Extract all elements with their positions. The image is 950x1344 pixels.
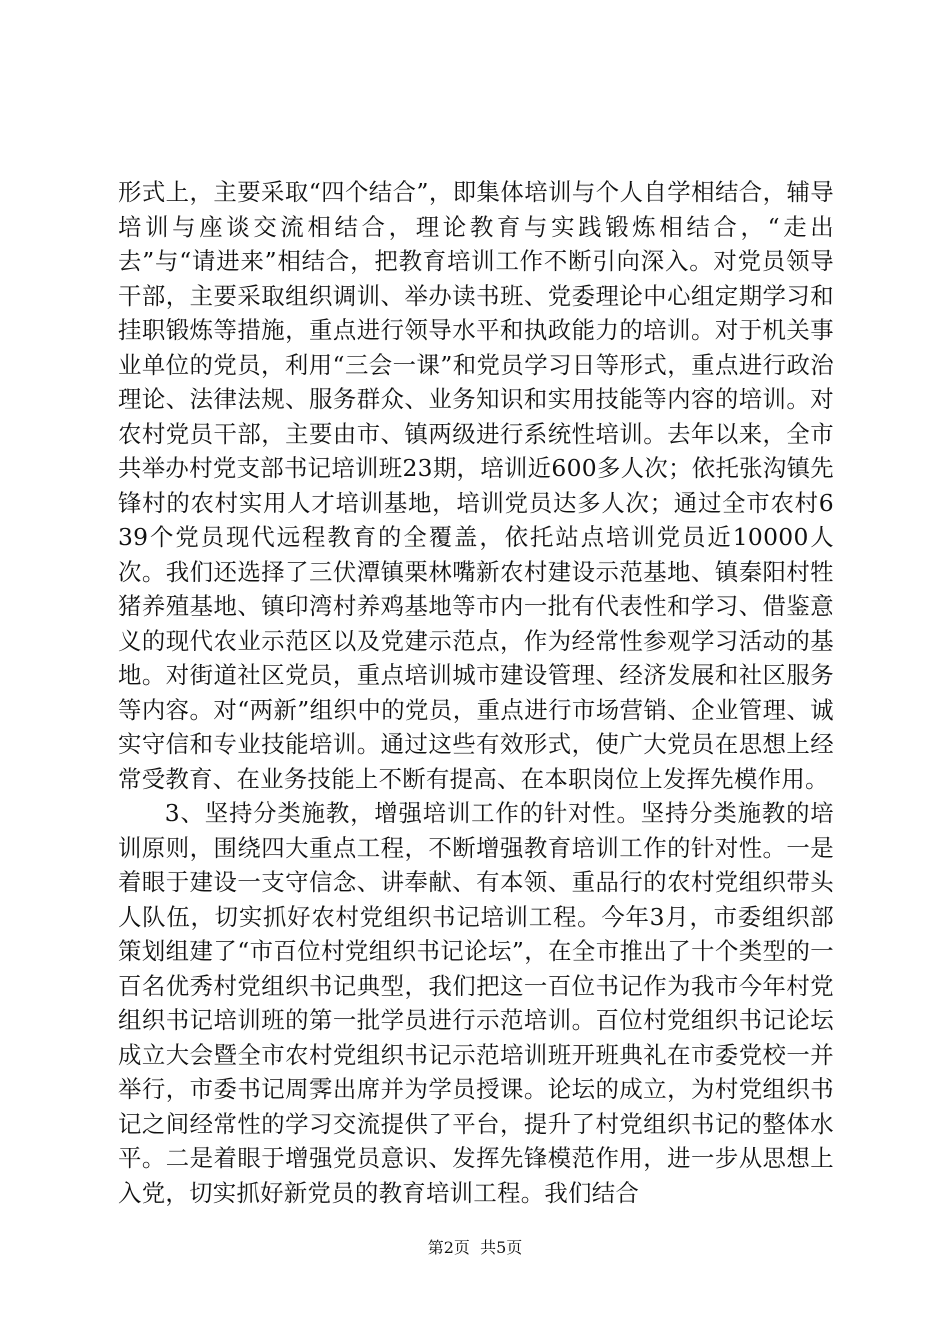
page-footer	[0, 1238, 950, 1258]
body-paragraph: 3、坚持分类施教，增强培训工作的针对性。坚持分类施教的培训原则，围绕四大重点工程，不断增强教育培训工作的针对性。一是着眼于建设一支守信念、讲奉献、有本领、重品行的农村党组织带头人队伍，切实抓好农村党组织书记培训工程。今年3月，市委组织部策划组建了“市百位村党组织书记论坛”，在全市推出了十个类型的一百名优秀村党组织书记典型，我们把这一百位书记作为我市今年村党组织书记培训班的第一批学员进行示范培训。百位村党组织书记论坛成立大会暨全市农村党组织书记示范培训班开班典礼在市委党校一并举行，市委书记周霁出席并为学员授课。论坛的成立，为村党组织书记之间经常性的学习交流提供了平台，提升了村党组织书记的整体水平。二是着眼于增强党员意识、发挥先锋模范作用，进一步从思想上入党，切实抓好新党员的教育培训工程。我们结合	[118, 799, 834, 1207]
document-body	[118, 175, 834, 1210]
body-paragraph: 形式上，主要采取“四个结合”，即集体培训与个人自学相结合，辅导培训与座谈交流相结合，理论教育与实践锻炼相结合，“走出去”与“请进来”相结合，把教育培训工作不断引向深入。对党员领导干部，主要采取组织调训、举办读书班、党委理论中心组定期学习和挂职锻炼等措施，重点进行领导水平和执政能力的培训。对于机关事业单位的党员，利用“三会一课”和党员学习日等形式，重点进行政治理论、法律法规、服务群众、业务知识和实用技能等内容的培训。对农村党员干部，主要由市、镇两级进行系统性培训。去年以来，全市共举办村党支部书记培训班23期，培训近600多人次；依托张沟镇先锋村的农村实用人才培训基地，培训党员达多人次；通过全市农村639个党员现代远程教育的全覆盖，依托站点培训党员近10000人次。我们还选择了三伏潭镇栗林嘴新农村建设示范基地、镇秦阳村牲猪养殖基地、镇印湾村养鸡基地等市内一批有代表性和学习、借鉴意义的现代农业示范区以及党建示范点，作为经常性参观学习活动的基地。对街道社区党员，重点培训城市建设管理、经济发展和社区服务等内容。对“两新”组织中的党员，重点进行市场营销、企业管理、诚实守信和专业技能培训。通过这些有效形式，使广大党员在思想上经常受教育、在业务技能上不断有提高、在本职岗位上发挥先模作用。	[118, 178, 834, 793]
page-number-label: 第2页 共5页	[427, 1238, 523, 1257]
